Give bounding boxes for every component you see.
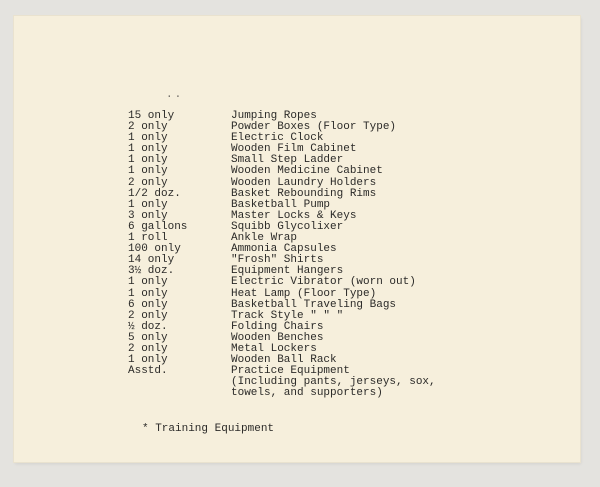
item-quantity: 1 only xyxy=(128,287,168,300)
item-description: Master Locks & Keys xyxy=(231,209,357,222)
item-description: towels, and supporters) xyxy=(231,387,383,400)
item-description: Wooden Benches xyxy=(231,331,324,344)
list-item xyxy=(128,277,458,288)
item-description: "Frosh" Shirts xyxy=(231,254,324,267)
typed-page xyxy=(14,16,580,462)
item-description: Ammonia Capsules xyxy=(231,243,337,256)
item-description: Squibb Glycolixer xyxy=(231,220,344,233)
list-item xyxy=(128,166,458,177)
item-description: Equipment Hangers xyxy=(231,265,344,278)
item-description: Wooden Laundry Holders xyxy=(231,176,377,189)
item-quantity: 2 only xyxy=(128,121,168,134)
footnote: * Training Equipment xyxy=(142,423,275,435)
item-quantity: 1 roll xyxy=(128,232,168,245)
item-quantity: 6 only xyxy=(128,298,168,311)
item-description: Metal Lockers xyxy=(231,342,317,355)
item-quantity: 5 only xyxy=(128,331,168,344)
item-description: Heat Lamp (Floor Type) xyxy=(231,287,377,300)
item-quantity: 2 only xyxy=(128,342,168,355)
item-quantity: 3½ doz. xyxy=(128,265,175,278)
item-description: Electric Vibrator (worn out) xyxy=(231,276,416,289)
item-quantity: 1 only xyxy=(128,154,168,167)
stray-marks: .. xyxy=(166,89,184,101)
item-description: Small Step Ladder xyxy=(231,154,344,167)
item-description: (Including pants, jerseys, sox, xyxy=(231,376,436,389)
item-description: Jumping Ropes xyxy=(231,110,317,122)
equipment-inventory-list xyxy=(128,111,458,399)
item-quantity: 2 only xyxy=(128,309,168,322)
list-item-continuation xyxy=(128,388,458,399)
item-description: Basketball Pump xyxy=(231,198,331,211)
item-quantity: 1/2 doz. xyxy=(128,187,181,200)
item-quantity: ½ doz. xyxy=(128,320,168,333)
item-quantity: 1 only xyxy=(128,143,168,156)
item-quantity: 1 only xyxy=(128,165,168,178)
item-description: Track Style " " " xyxy=(231,309,344,322)
item-quantity: 2 only xyxy=(128,176,168,189)
item-description: Folding Chairs xyxy=(231,320,324,333)
item-quantity: 3 only xyxy=(128,209,168,222)
item-quantity: 100 only xyxy=(128,243,181,256)
list-item xyxy=(128,289,458,300)
item-description: Wooden Film Cabinet xyxy=(231,143,357,156)
item-description: Wooden Ball Rack xyxy=(231,354,337,367)
item-quantity: 1 only xyxy=(128,276,168,289)
item-description: Basketball Traveling Bags xyxy=(231,298,397,311)
item-quantity: 1 only xyxy=(128,132,168,145)
item-quantity: 6 gallons xyxy=(128,220,188,233)
item-description: Powder Boxes (Floor Type) xyxy=(231,121,397,134)
item-description: Electric Clock xyxy=(231,132,324,145)
item-description: Wooden Medicine Cabinet xyxy=(231,165,383,178)
list-item xyxy=(128,178,458,189)
item-description: Practice Equipment xyxy=(231,365,350,378)
item-quantity: Asstd. xyxy=(128,365,168,378)
item-description: Ankle Wrap xyxy=(231,232,298,245)
item-quantity: 15 only xyxy=(128,110,175,122)
item-quantity: 1 only xyxy=(128,198,168,211)
item-quantity: 1 only xyxy=(128,354,168,367)
item-description: Basket Rebounding Rims xyxy=(231,187,377,200)
item-quantity: 14 only xyxy=(128,254,175,267)
